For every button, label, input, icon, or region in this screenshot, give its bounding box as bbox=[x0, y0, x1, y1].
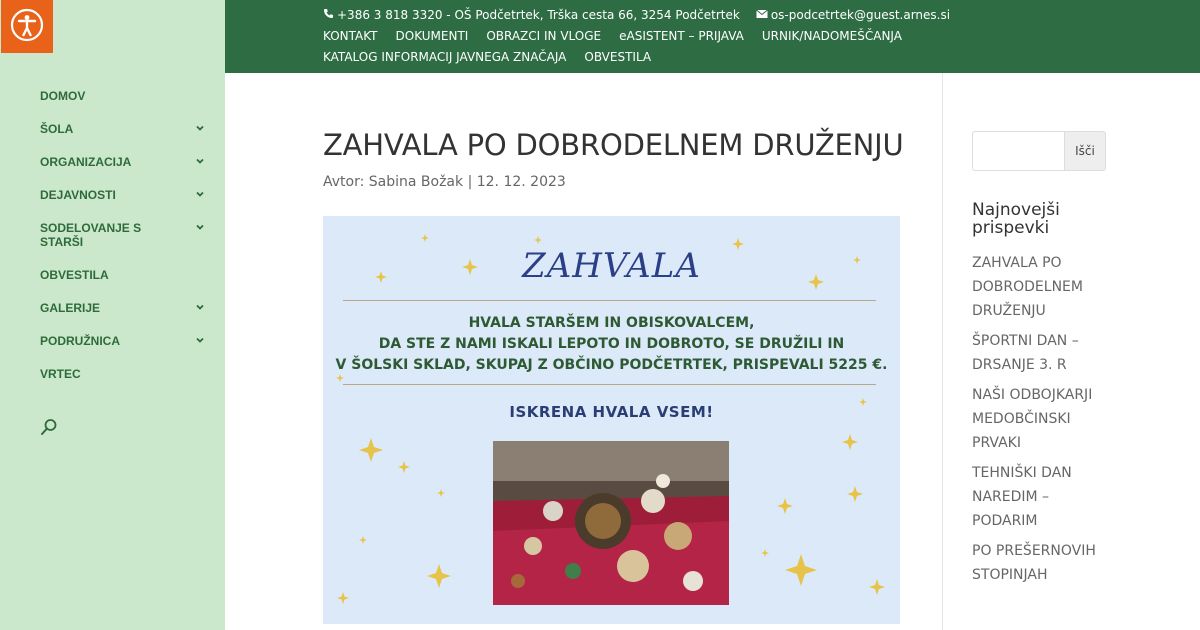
accessibility-icon bbox=[10, 8, 44, 46]
chevron-down-icon[interactable] bbox=[194, 188, 206, 200]
recent-posts-title: Najnovejši prispevki bbox=[972, 200, 1060, 238]
content-divider bbox=[942, 73, 943, 630]
phone-icon bbox=[323, 8, 334, 22]
left-sidebar bbox=[0, 0, 225, 630]
sidebar-item-organizacija[interactable] bbox=[40, 155, 210, 169]
list-item[interactable]: PO PREŠERNOVIH STOPINJAH bbox=[972, 543, 1096, 583]
sidebar-item-obvestila[interactable] bbox=[40, 268, 210, 282]
thanks-line: V ŠOLSKI SKLAD, SKUPAJ Z OBČINO PODČETRTEK, PRISPEVALI 5225 €. bbox=[335, 357, 888, 373]
menu-item-obrazci[interactable]: OBRAZCI IN VLOGE bbox=[486, 29, 602, 43]
sidebar-item-domov[interactable] bbox=[40, 89, 210, 103]
search-input[interactable] bbox=[972, 131, 1064, 171]
menu-item-obvestila[interactable]: OBVESTILA bbox=[584, 50, 652, 64]
sidebar-item-label: ORGANIZACIJA bbox=[40, 155, 132, 169]
list-item[interactable]: ZAHVALA PO DOBRODELNEM DRUŽENJU bbox=[972, 255, 1083, 319]
envelope-icon bbox=[756, 8, 768, 22]
chevron-down-icon[interactable] bbox=[194, 334, 206, 346]
top-header bbox=[225, 0, 1200, 73]
sidebar-item-galerije[interactable] bbox=[40, 301, 210, 315]
sidebar-item-sodelovanje[interactable] bbox=[40, 221, 210, 249]
sidebar-item-dejavnosti[interactable] bbox=[40, 188, 210, 202]
chevron-down-icon[interactable] bbox=[194, 155, 206, 167]
menu-item-dokumenti[interactable]: DOKUMENTI bbox=[395, 29, 469, 43]
divider bbox=[343, 300, 876, 301]
page-title: ZAHVALA PO DOBRODELNEM DRUŽENJU bbox=[323, 128, 904, 162]
phone-address-text[interactable]: +386 3 818 3320 - OŠ Podčetrtek, Trška cesta 66, 3254 Podčetrtek bbox=[337, 8, 740, 22]
event-photo bbox=[493, 441, 729, 605]
sidebar-item-label: GALERIJE bbox=[40, 301, 101, 315]
search-button[interactable]: Išči bbox=[1064, 131, 1106, 171]
recent-posts-list bbox=[972, 251, 1112, 587]
sidebar-item-label: SODELOVANJE S STARŠI bbox=[40, 221, 142, 249]
top-menu-row-2 bbox=[323, 50, 669, 64]
contact-info bbox=[323, 8, 950, 22]
sidebar-item-label: ŠOLA bbox=[40, 122, 74, 136]
list-item[interactable]: NAŠI ODBOJKARJI MEDOBČINSKI PRVAKI bbox=[972, 387, 1093, 451]
menu-item-katalog[interactable]: KATALOG INFORMACIJ JAVNEGA ZNAČAJA bbox=[323, 50, 567, 64]
sidebar-item-label: DOMOV bbox=[40, 89, 86, 103]
menu-item-kontakt[interactable]: KONTAKT bbox=[323, 29, 378, 43]
sidebar-item-sola[interactable] bbox=[40, 122, 210, 136]
sidebar-item-label: VRTEC bbox=[40, 367, 81, 381]
top-menu-row-1 bbox=[323, 29, 920, 43]
image-heading: ZAHVALA bbox=[522, 246, 701, 286]
email-link[interactable]: os-podcetrtek@guest.arnes.si bbox=[770, 8, 951, 22]
list-item[interactable]: ŠPORTNI DAN – DRSANJE 3. R bbox=[972, 333, 1079, 373]
menu-item-easistent[interactable]: eASISTENT – PRIJAVA bbox=[619, 29, 744, 43]
image-closing: ISKRENA HVALA VSEM! bbox=[509, 403, 714, 421]
chevron-down-icon[interactable] bbox=[194, 301, 206, 313]
menu-item-urnik[interactable]: URNIK/NADOMEŠČANJA bbox=[761, 29, 902, 43]
search-icon[interactable] bbox=[40, 418, 60, 438]
divider bbox=[343, 384, 876, 385]
thanks-line: DA STE Z NAMI ISKALI LEPOTO IN DOBROTO, SE DRUŽILI IN bbox=[378, 336, 845, 352]
post-meta: Avtor: Sabina Božak | 12. 12. 2023 bbox=[323, 174, 566, 190]
sidebar-item-vrtec[interactable] bbox=[40, 367, 210, 381]
search-form bbox=[972, 131, 1106, 171]
chevron-down-icon[interactable] bbox=[194, 122, 206, 134]
accessibility-button[interactable] bbox=[1, 0, 53, 53]
main-navigation bbox=[40, 89, 210, 400]
sidebar-item-label: DEJAVNOSTI bbox=[40, 188, 116, 202]
right-sidebar bbox=[972, 131, 1112, 593]
image-thanks-text bbox=[323, 313, 900, 376]
featured-image[interactable] bbox=[323, 216, 900, 624]
chevron-down-icon[interactable] bbox=[194, 221, 206, 233]
list-item[interactable]: TEHNIŠKI DAN NAREDIM – PODARIM bbox=[972, 465, 1072, 529]
thanks-line: HVALA STARŠEM IN OBISKOVALCEM, bbox=[468, 315, 755, 331]
sidebar-item-podruznica[interactable] bbox=[40, 334, 210, 348]
sidebar-item-label: PODRUŽNICA bbox=[40, 334, 120, 348]
sidebar-item-label: OBVESTILA bbox=[40, 268, 109, 282]
